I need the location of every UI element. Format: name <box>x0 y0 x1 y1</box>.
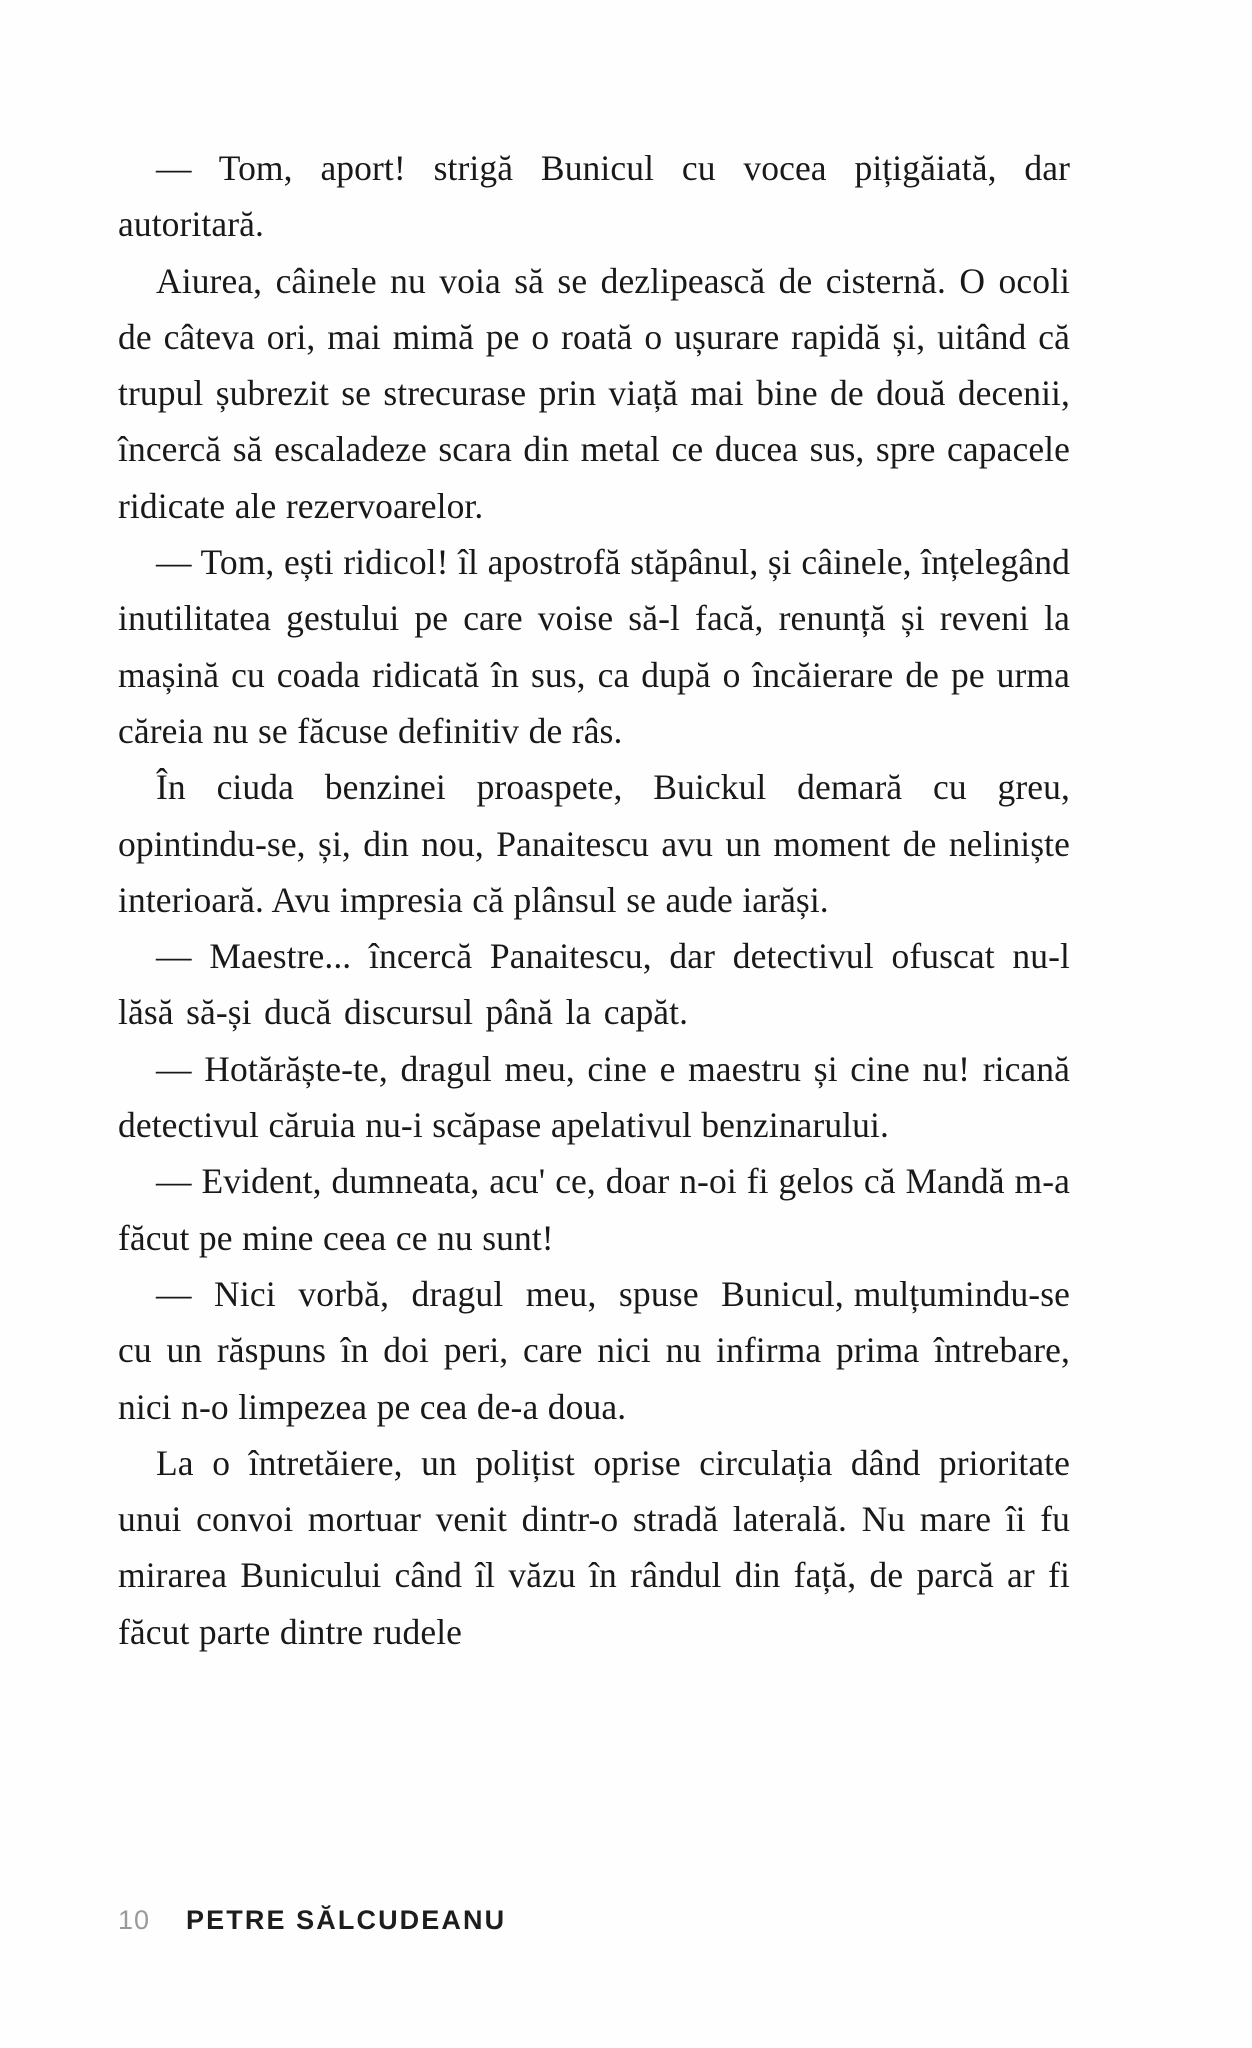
body-text-block <box>118 140 1070 1660</box>
paragraph-1: — Tom, aport! strigă Bunicul cu vocea pițigăiată, dar autoritară. <box>118 148 1070 245</box>
running-head-author: PETRE SĂLCUDEANU <box>186 1905 507 1935</box>
paragraph-6: — Hotărăște-te, dragul meu, cine e maestru și cine nu! ricană detectivul căruia nu-i scăpase apelativul benzinarului. <box>118 1048 1070 1146</box>
paragraph-8 <box>118 1266 1070 1435</box>
paragraph-4: În ciuda benzinei proaspete, Buickul demară cu greu, opintindu-se, și, din nou, Panaitescu avu un moment de neliniște interioară. Avu impresia că plânsul se aude iarăși. <box>118 767 1070 920</box>
paragraph-8-rest: mulțumindu-se cu un răspuns în doi peri, care nici nu infirma prima întrebare, nici n-o limpezea pe cea de-a doua. <box>118 1273 1070 1427</box>
paragraph-7: — Evident, dumneata, acu' ce, doar n-oi fi gelos că Mandă m-a făcut pe mine ceea ce nu sunt! <box>118 1161 1070 1258</box>
paragraph-9: La o întretăiere, un polițist oprise circulația dând prioritate unui convoi mortuar venit dintr-o stradă laterală. Nu mare îi fu mirarea Bunicului când îl văzu în rândul din față, de parcă ar fi făcut parte dintre rudele <box>118 1442 1070 1652</box>
running-footer <box>118 1905 506 1936</box>
paragraph-5: — Maestre... încercă Panaitescu, dar detectivul ofuscat nu-l lăsă să-și ducă discursul până la capăt. <box>118 936 1070 1033</box>
paragraph-8-lead: — Nici vorbă, dragul meu, spuse Bunicul, <box>156 1273 844 1314</box>
page-number: 10 <box>118 1905 151 1935</box>
paragraph-2: Aiurea, câinele nu voia să se dezlipească de cisternă. O ocoli de câteva ori, mai mimă pe o roată o ușurare rapidă și, uitând că trupul șubrezit se strecurase prin viață mai bine de două decenii, încercă să escaladeze scara din metal ce ducea sus, spre capacele ridicate ale rezervoarelor. <box>118 260 1070 526</box>
paragraph-3: — Tom, ești ridicol! îl apostrofă stăpânul, și câinele, înțelegând inutilitatea gestului pe care voise să-l facă, renunță și reveni la mașină cu coada ridicată în sus, ca după o încăierare de pe urma căreia nu se făcuse definitiv de râs. <box>118 542 1070 751</box>
